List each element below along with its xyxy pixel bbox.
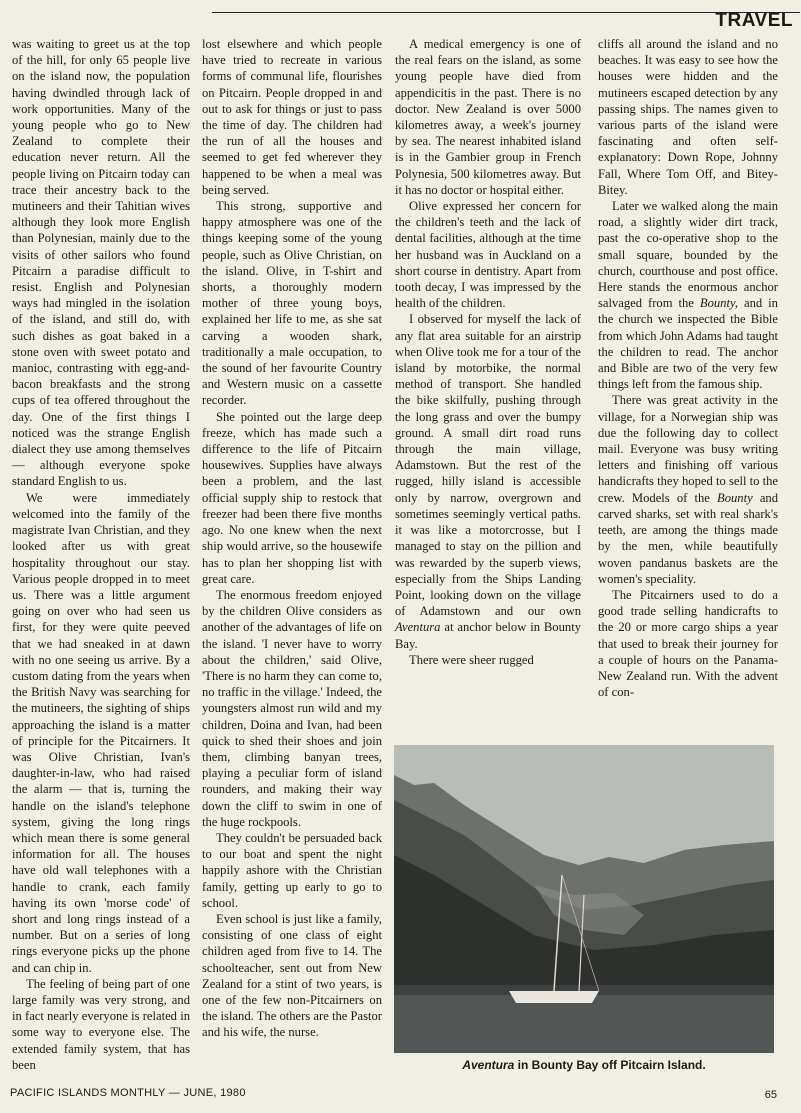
- ship-name: Bounty: [717, 490, 753, 505]
- text-column-2: [202, 36, 382, 1041]
- paragraph-text: and in the church we inspected the Bible from which John Adams had taught the children to read. The anchor and Bible are two of the very few things left from the famous ship.: [598, 296, 778, 392]
- paragraph: She pointed out the large deep freeze, which has made such a difference to the life of Pitcairn housewives. Supplies have always been a problem, and the last official supply ship to restock that freezer had been there five months ago. No one knew when the next ship would arrive, so the housewife has to plan her shopping list with great care.: [202, 409, 382, 586]
- paragraph: The feeling of being part of one large family was very strong, and in fact nearly everyone is related in some way to everyone else. The extended family system, that has been: [12, 976, 190, 1072]
- paragraph: lost elsewhere and which people have tried to recreate in various forms of communal life, flourishes on Pitcairn. People dropped in and out to ask for things or just to pass the time of day. The children had the run of all the houses and seemed to get fed wherever they happened to be when a meal was being served.: [202, 37, 382, 197]
- paragraph-text: There was great activity in the village, for a Norwegian ship was due the following day to collect mail. Everyone was busy writing letters and finishing off various handicrafts they hoped to sell to the crew. Models of the: [598, 393, 778, 505]
- paragraph: The Pitcairners used to do a good trade selling handicrafts to the 20 or more cargo ships a year that used to break their journey for a couple of hours on the Panama-New Zealand run. With the advent of con-: [598, 587, 778, 700]
- text-column-4: [598, 36, 778, 700]
- paragraph: The enormous freedom enjoyed by the children Olive considers as another of the advantages of life on the island. 'I never have to worry about the children,' said Olive, 'There is no harm they can come to, no traffic in the village.' Indeed, the youngsters almost run wild and my children, Doina and Ivan, had been quick to shed their shoes and join them, climbing banyan trees, playing a peculiar form of island rounders, and making their way down the cliff to swim in one of the huge rockpools.: [202, 587, 382, 829]
- header-rule: [212, 12, 800, 13]
- text-column-1: [12, 36, 190, 1073]
- paragraph: They couldn't be persuaded back to our boat and spent the night happily ashore with the Christian family, getting up early to go to school.: [202, 830, 382, 910]
- paragraph-text: and carved sharks, set with real shark's teeth, are among the things made by the men, while beautifully woven pandanus baskets are the women's speciality.: [598, 490, 779, 586]
- paragraph: A medical emergency is one of the real fears on the island, as some young people have died from appendicitis in the past. There is no doctor. New Zealand is over 5000 kilometres away, a week's journey by sea. The nearest inhabited island is in the Gambier group in French Polynesia, 500 kilometres away. But it has no doctor or hospital either.: [395, 37, 581, 197]
- bay-photo-illustration: [394, 745, 774, 1053]
- paragraph: This strong, supportive and happy atmosphere was one of the things keeping some of the young people, such as Olive Christian, on the island. Olive, in T-shirt and shorts, a thoroughly modern mother of three young boys, explained her life to me, as she sat carving a wooden shark, traditionally a male occupation, to the sound of her favourite Country and Western music on a cassette recorder.: [202, 199, 382, 408]
- caption-boat-name: Aventura: [462, 1058, 515, 1072]
- page-number: 65: [764, 1089, 777, 1101]
- paragraph: There were sheer rugged: [409, 652, 534, 667]
- bay-photo: [394, 745, 774, 1053]
- paragraph: was waiting to greet us at the top of the hill, for only 65 people live on the island now, the population having dwindled through lack of work opportunities. Many of the young people who go to New Zealand to complete their education never return. All the people living on Pitcairn today can trace their ancestry back to the mutineers and their Tahitian wives although they look more English than Polynesian, mainly due to the visits of other sailors who found Pitcairn a paradise difficult to resist. English and Polynesian ways had mingled in the isolation of the island, and still do, with such dishes as goat baked in a stone oven with sweet potato and manioc, contrasting with egg-and-bacon breakfasts and the strong cups of tea offered throughout the day. One of the first things I noticed was the strange English dialect they use among themselves — although everyone spoke standard English to us.: [12, 37, 190, 489]
- paragraph: Olive expressed her concern for the children's teeth and the lack of dental facilities, although at the time her husband was in Auckland on a short course in dentistry. Apart from tooth decay, I was impressed by the health of the children.: [395, 199, 581, 311]
- paragraph: We were immediately welcomed into the family of the magistrate Ivan Christian, and they looked after us with great hospitality throughout our stay. Various people dropped in to meet us. There was a little argument going on over who had seen us first, for they were quite peeved that we had sneaked in at dawn with no one seeing us arrive. By a custom dating from the years when the British Navy was searching for the mutineers, the sighting of ships approaching the island is a matter of principle for the Pitcairners. It was Olive Christian, Ivan's daughter-in-law, who had raised the alarm — that is, turning the handle on the island's telephone system, giving the long rings which mean there is some general information for all. The houses have old wall telephones with a handle to crank, each family having its own 'morse code' of short and long rings instead of a number. But on a series of long rings everyone picks up the phone and can chip in.: [12, 490, 190, 975]
- paragraph: Even school is just like a family, consisting of one class of eight children aged from five to 14. The schoolteacher, sent out from New Zealand for a stint of two years, is one of the few non-Pitcairners on the island. The others are the Pastor and his wife, the nurse.: [202, 911, 382, 1040]
- caption-text: in Bounty Bay off Pitcairn Island.: [514, 1058, 706, 1072]
- paragraph: [598, 198, 778, 392]
- paragraph-text: at anchor below in Bounty Bay.: [395, 620, 581, 651]
- publication-footer: PACIFIC ISLANDS MONTHLY — JUNE, 1980: [10, 1087, 246, 1099]
- photo-caption: [394, 1058, 774, 1072]
- paragraph: [395, 311, 581, 651]
- section-title: TRAVEL: [715, 10, 793, 31]
- paragraph-text: I observed for myself the lack of any flat area suitable for an airstrip when Olive took me for a tour of the island by motorbike, the normal method of transport. She handled the bike skilfully, pushing through the long grass and over the bumpy ground. A small dirt road runs through the main village, Adamstown. But the rest of the rugged, hilly island is accessible only by narrow, overgrown and sometimes seemingly vertical paths. it was like a motorcrosse, but I managed to stay on the pillion and was rewarded by the superb views, especially from the Ships Landing Point, looking down on the village of Adamstown and our own: [395, 312, 581, 619]
- paragraph: [598, 392, 778, 586]
- boat-name: Aventura: [395, 620, 441, 635]
- paragraph: cliffs all around the island and no beaches. It was easy to see how the houses were hidden and the mutineers escaped detection by any passing ships. The names given to various parts of the island were fascinating and often self-explanatory: Down Rope, Johnny Fall, Where Tom Off, and Bitey-Bitey.: [598, 37, 778, 197]
- text-column-3: [395, 36, 581, 668]
- ship-name: Bounty,: [699, 296, 739, 311]
- paragraph-text: Later we walked along the main road, a slightly wider dirt track, past the co-operative shop to the small square, bounded by the church, courthouse and post office. Here stands the enormous anchor salvaged from the: [598, 199, 778, 311]
